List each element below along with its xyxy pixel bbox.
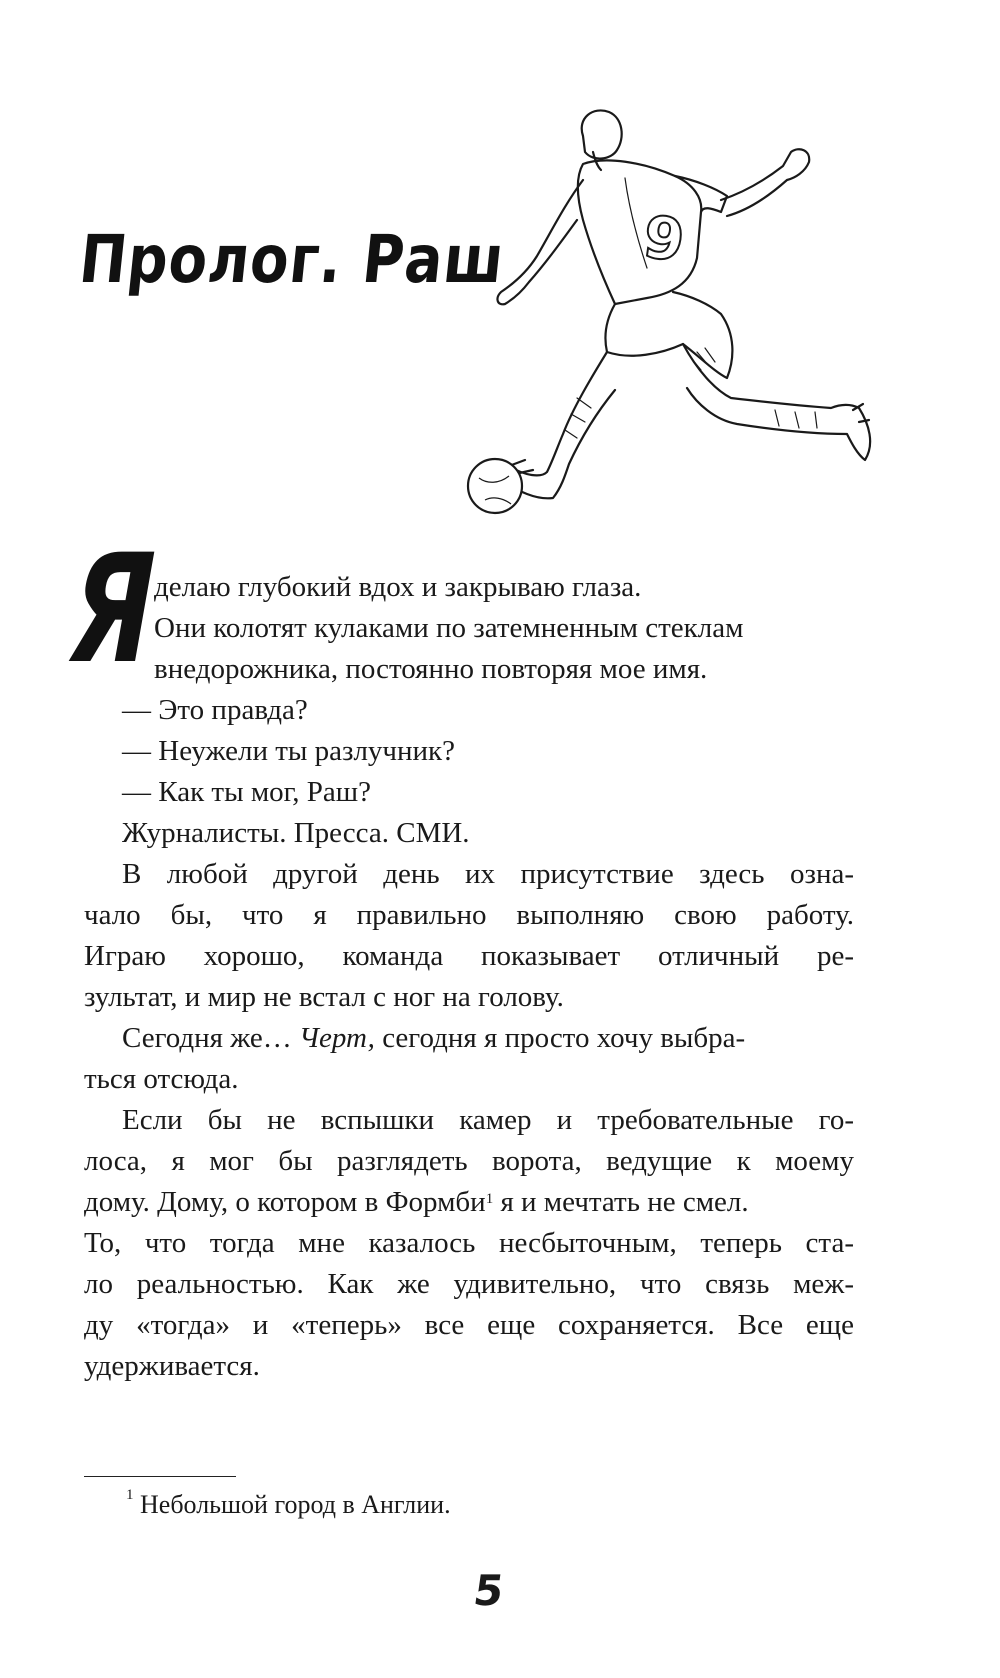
text-line: внедорожника, постоянно повторяя мое имя. xyxy=(154,653,708,685)
chapter-title: Пролог. Раш xyxy=(75,222,509,299)
text-line: чало бы, что я правильно выполняю свою работу. xyxy=(84,899,854,931)
page-number: 5 xyxy=(470,1566,507,1615)
text-line: Если бы не вспышки камер и требовательные го- xyxy=(122,1104,854,1136)
text-segment: сегодня я просто хочу выбра- xyxy=(374,1022,746,1054)
dialogue-line: — Как ты мог, Раш? xyxy=(122,776,372,808)
drop-cap: Я xyxy=(55,523,170,697)
football-icon xyxy=(468,459,522,513)
text-line xyxy=(122,1018,745,1059)
text-line: ло реальностью. Как же удивительно, что связь меж- xyxy=(84,1268,854,1300)
jersey-number: 9 xyxy=(639,202,689,276)
text-line: Играю хорошо, команда показывает отличный ре- xyxy=(84,940,854,972)
footnote-divider xyxy=(84,1476,236,1477)
text-line: делаю глубокий вдох и закрываю глаза. xyxy=(154,571,642,603)
text-line: ться отсюда. xyxy=(84,1063,239,1095)
footballer-illustration xyxy=(465,108,935,568)
text-segment: дому. Дому, о котором в Формби xyxy=(84,1186,486,1218)
text-line: зультат, и мир не встал с ног на голову. xyxy=(84,981,564,1013)
text-line xyxy=(84,1182,749,1223)
text-line: Они колотят кулаками по затемненным стеклам xyxy=(154,612,744,644)
text-segment: я и мечтать не смел. xyxy=(493,1186,749,1218)
emphasis: Черт, xyxy=(299,1022,375,1054)
dialogue-line: — Неужели ты разлучник? xyxy=(122,735,456,767)
footnote-ref: 1 xyxy=(485,1191,494,1207)
text-segment: Сегодня же… xyxy=(122,1022,300,1054)
text-line: ду «тогда» и «теперь» все еще сохраняется. Все еще xyxy=(84,1309,854,1341)
footnote-marker: 1 xyxy=(126,1487,134,1503)
text-line: Журналисты. Пресса. СМИ. xyxy=(122,817,470,849)
text-line: В любой другой день их присутствие здесь озна- xyxy=(122,858,854,890)
footnote xyxy=(126,1487,451,1520)
dialogue-line: — Это правда? xyxy=(122,694,308,726)
footnote-text: Небольшой город в Англии. xyxy=(133,1490,451,1519)
text-line: То, что тогда мне казалось несбыточным, теперь ста- xyxy=(84,1227,854,1259)
text-line: лоса, я мог бы разглядеть ворота, ведущие к моему xyxy=(84,1145,854,1177)
text-line: удерживается. xyxy=(84,1350,260,1382)
